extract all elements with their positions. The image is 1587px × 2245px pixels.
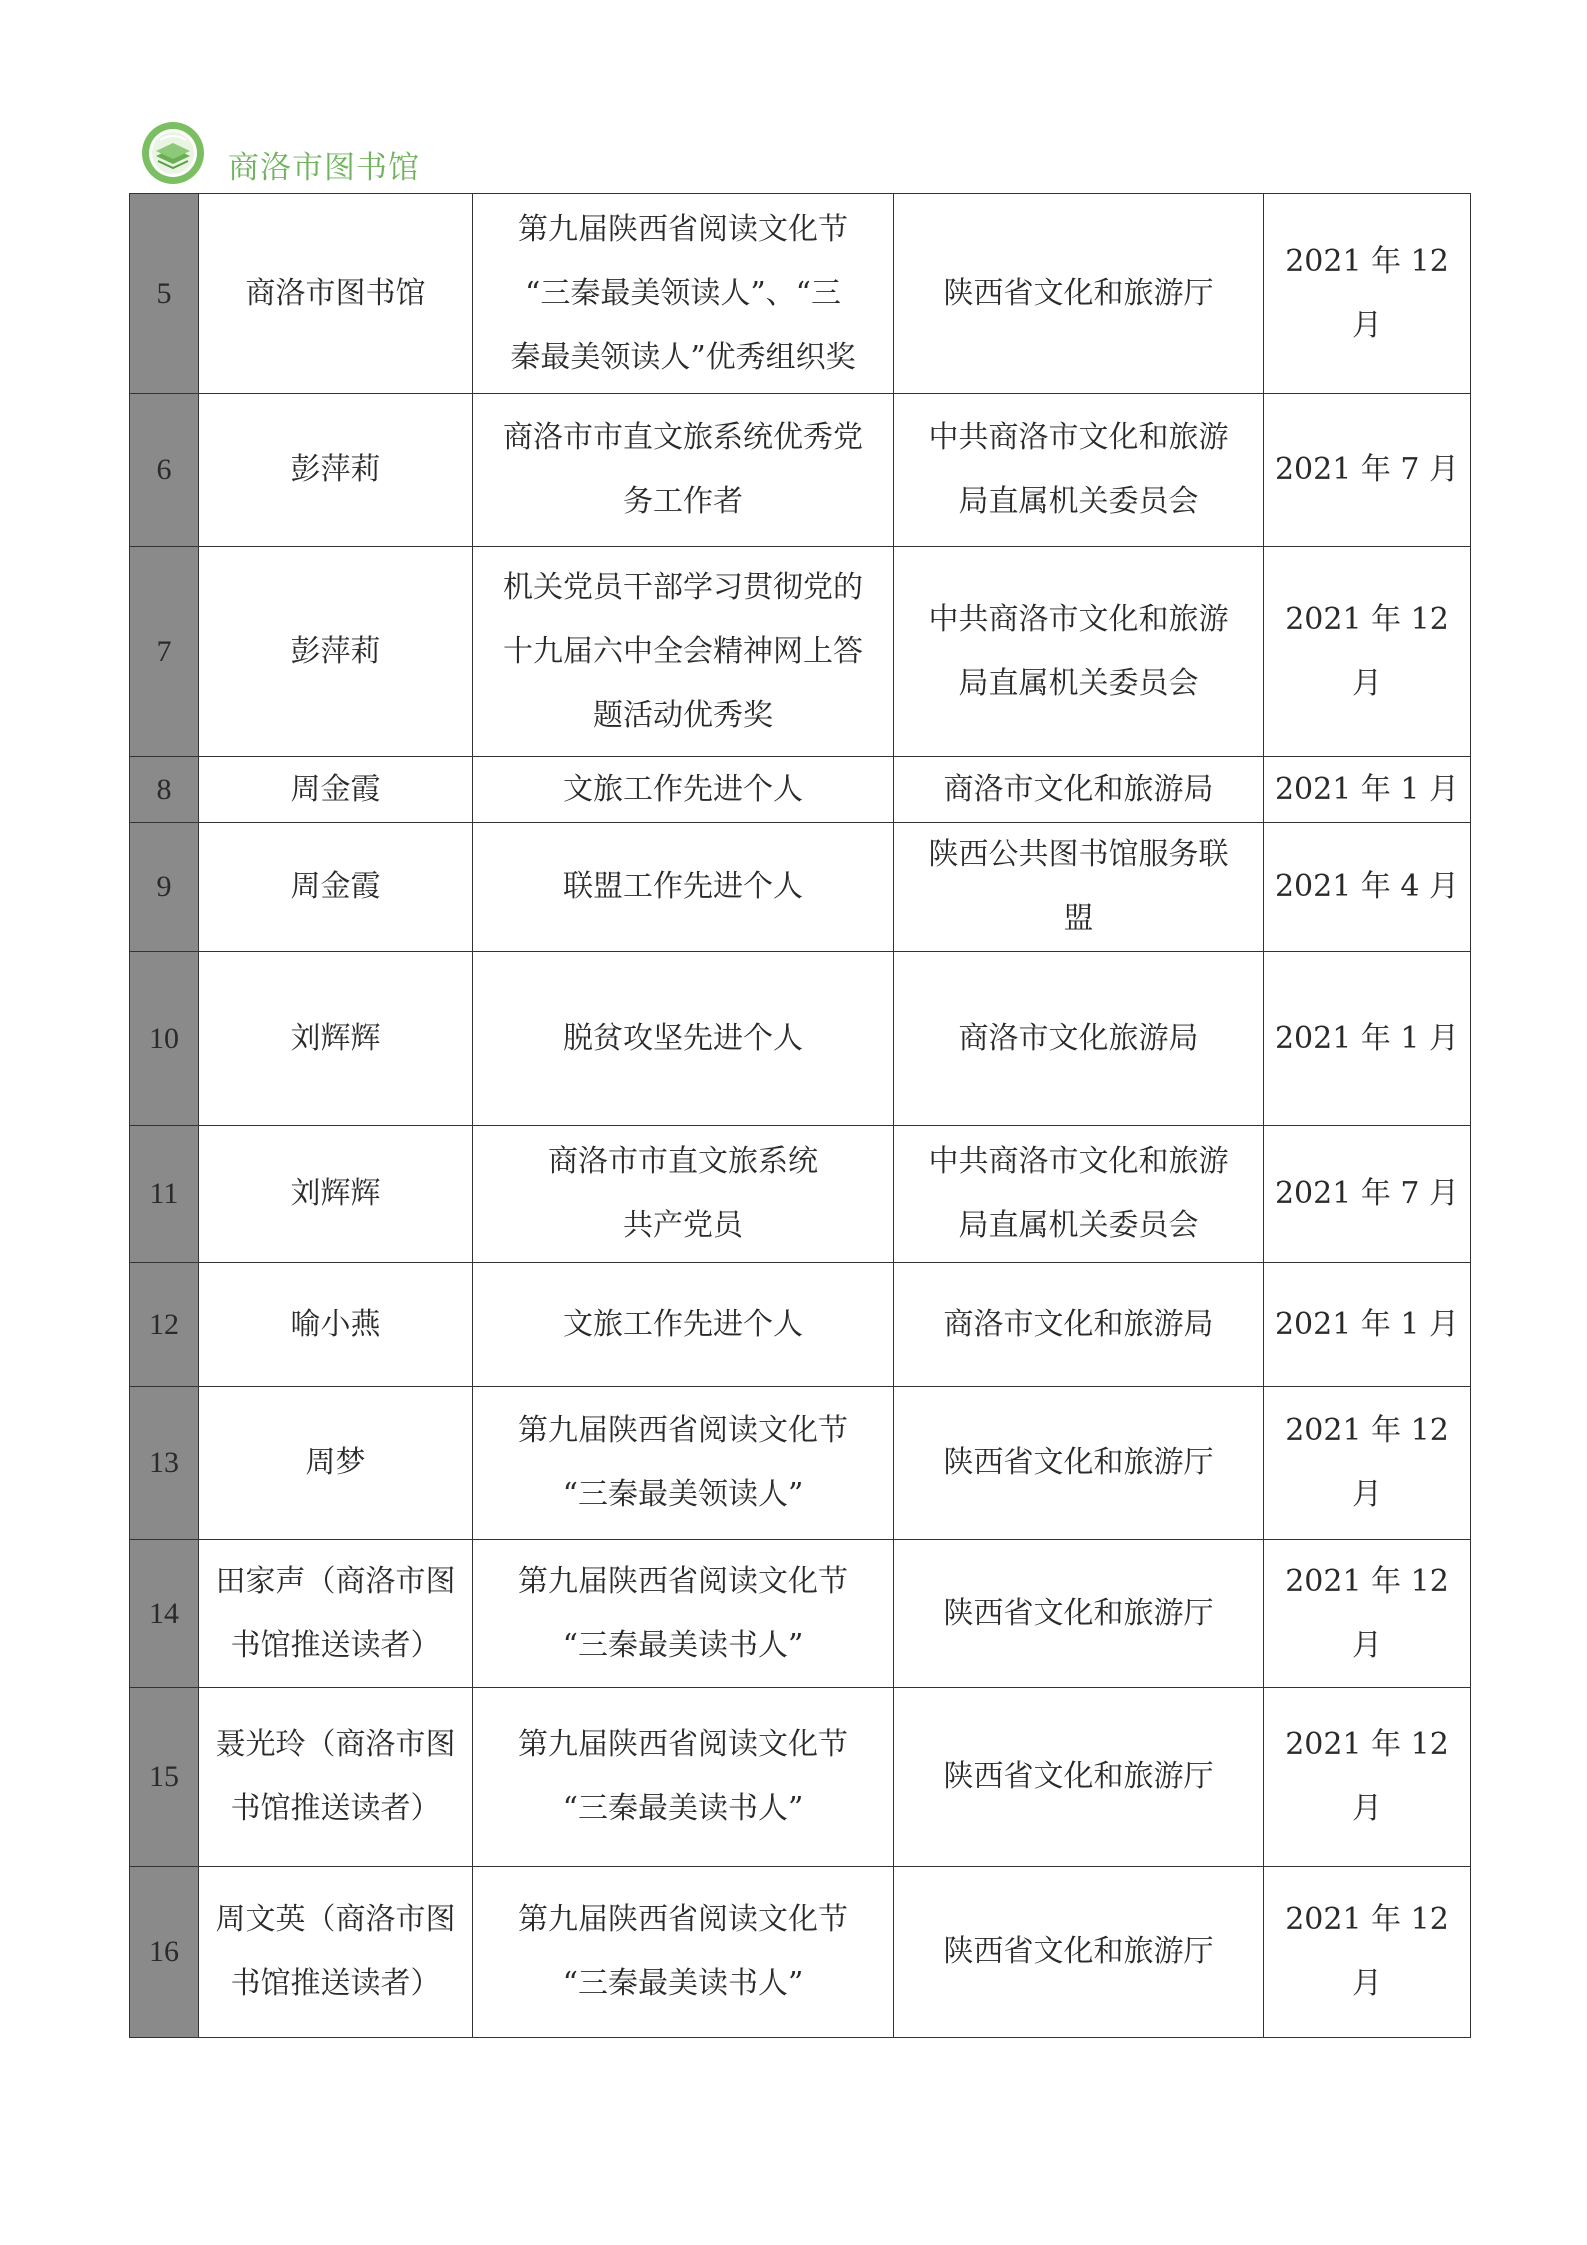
row-number-cell	[130, 823, 199, 952]
award-title: 第九届陕西省阅读文化节 “三秦最美领读人”	[518, 1413, 848, 1512]
row-number-cell	[130, 952, 199, 1126]
recipient-name: 周梦	[305, 1445, 366, 1480]
recipient-name: 彭萍莉	[290, 452, 381, 487]
award-date: 2021 年 12 月	[1285, 1563, 1449, 1663]
award-date-cell	[1264, 1263, 1471, 1387]
recipient-name-cell	[199, 394, 473, 547]
issuing-body-cell	[894, 1263, 1264, 1387]
issuing-body: 商洛市文化和旅游局	[943, 771, 1214, 807]
row-number-cell	[130, 1263, 199, 1387]
recipient-name-cell	[199, 1540, 473, 1688]
issuing-body-cell	[894, 547, 1264, 757]
row-number-cell	[130, 757, 199, 823]
table-row	[130, 394, 1471, 547]
table-row	[130, 757, 1471, 823]
row-number: 8	[156, 772, 172, 806]
award-date-cell	[1264, 394, 1471, 547]
row-number: 9	[156, 870, 172, 903]
award-title-cell	[473, 1688, 894, 1867]
award-date-cell	[1264, 1688, 1471, 1867]
issuing-body-cell	[894, 1126, 1264, 1263]
table-row	[130, 823, 1471, 952]
award-title-cell	[473, 394, 894, 547]
issuing-body: 陕西省文化和旅游厅	[943, 1934, 1214, 1969]
recipient-name: 周金霞	[290, 771, 381, 807]
award-date: 2021 年 12 月	[1285, 243, 1449, 343]
recipient-name-cell	[199, 1387, 473, 1540]
award-title: 第九届陕西省阅读文化节 “三秦最美读书人”	[518, 1563, 848, 1663]
row-number: 11	[149, 1177, 179, 1210]
recipient-name: 田家声（商洛市图 书馆推送读者）	[215, 1563, 456, 1663]
award-title-cell	[473, 757, 894, 823]
recipient-name-cell	[199, 1126, 473, 1263]
row-number-cell	[130, 547, 199, 757]
award-title: 联盟工作先进个人	[563, 869, 803, 904]
award-date-cell	[1264, 547, 1471, 757]
library-logo-icon	[140, 120, 206, 186]
award-title: 文旅工作先进个人	[563, 1306, 803, 1342]
recipient-name-cell	[199, 1263, 473, 1387]
award-title-cell	[473, 1867, 894, 2038]
issuing-body: 中共商洛市文化和旅游 局直属机关委员会	[928, 420, 1229, 519]
issuing-body-cell	[894, 757, 1264, 823]
award-title: 机关党员干部学习贯彻党的 十九届六中全会精神网上答 题活动优秀奖	[503, 569, 863, 733]
awards-table-body	[130, 194, 1471, 2038]
issuing-body: 陕西省文化和旅游厅	[943, 275, 1214, 311]
award-title-cell	[473, 1263, 894, 1387]
table-row	[130, 1263, 1471, 1387]
award-title: 第九届陕西省阅读文化节 “三秦最美领读人”、“三 秦最美领读人”优秀组织奖	[510, 211, 856, 375]
recipient-name-cell	[199, 1688, 473, 1867]
issuing-body-cell	[894, 1540, 1264, 1688]
award-title-cell	[473, 547, 894, 757]
award-date-cell	[1264, 1540, 1471, 1688]
award-title: 脱贫攻坚先进个人	[563, 1020, 803, 1056]
table-row	[130, 1867, 1471, 2038]
row-number-cell	[130, 1867, 199, 2038]
table-row	[130, 1387, 1471, 1540]
award-date-cell	[1264, 823, 1471, 952]
recipient-name: 周金霞	[290, 869, 381, 904]
recipient-name: 刘辉辉	[290, 1020, 381, 1056]
issuing-body: 中共商洛市文化和旅游 局直属机关委员会	[928, 1144, 1229, 1243]
award-title-cell	[473, 1387, 894, 1540]
award-date-cell	[1264, 194, 1471, 394]
recipient-name-cell	[199, 194, 473, 394]
library-name: 商洛市图书馆	[228, 149, 420, 186]
row-number: 7	[156, 634, 172, 668]
table-row	[130, 1540, 1471, 1688]
issuing-body-cell	[894, 394, 1264, 547]
row-number-cell	[130, 1387, 199, 1540]
issuing-body-cell	[894, 1387, 1264, 1540]
row-number-cell	[130, 394, 199, 547]
award-title: 第九届陕西省阅读文化节 “三秦最美读书人”	[518, 1727, 848, 1826]
award-title-cell	[473, 194, 894, 394]
award-date: 2021 年 4 月	[1274, 869, 1460, 904]
award-date-cell	[1264, 1867, 1471, 2038]
recipient-name: 喻小燕	[290, 1306, 381, 1342]
recipient-name: 彭萍莉	[290, 633, 381, 669]
table-row	[130, 1126, 1471, 1263]
issuing-body-cell	[894, 1867, 1264, 2038]
recipient-name: 刘辉辉	[290, 1176, 381, 1211]
award-date: 2021 年 12 月	[1285, 1727, 1449, 1826]
award-date: 2021 年 1 月	[1274, 771, 1460, 807]
award-date-cell	[1264, 757, 1471, 823]
recipient-name: 商洛市图书馆	[245, 275, 426, 311]
issuing-body-cell	[894, 194, 1264, 394]
table-row	[130, 1688, 1471, 1867]
recipient-name-cell	[199, 1867, 473, 2038]
award-date-cell	[1264, 1126, 1471, 1263]
recipient-name-cell	[199, 952, 473, 1126]
issuing-body-cell	[894, 1688, 1264, 1867]
award-title: 商洛市市直文旅系统 共产党员	[548, 1144, 818, 1243]
row-number: 5	[156, 276, 172, 310]
row-number-cell	[130, 1688, 199, 1867]
row-number-cell	[130, 194, 199, 394]
award-title: 第九届陕西省阅读文化节 “三秦最美读书人”	[518, 1902, 848, 2001]
row-number: 12	[149, 1307, 179, 1341]
award-date: 2021 年 12 月	[1285, 1902, 1449, 2001]
issuing-body: 陕西省文化和旅游厅	[943, 1759, 1214, 1794]
award-date: 2021 年 7 月	[1274, 452, 1460, 487]
award-date: 2021 年 7 月	[1274, 1176, 1460, 1211]
row-number: 16	[149, 1935, 179, 1968]
award-title-cell	[473, 952, 894, 1126]
issuing-body: 商洛市文化和旅游局	[943, 1306, 1214, 1342]
award-date: 2021 年 12 月	[1285, 601, 1449, 701]
row-number-cell	[130, 1126, 199, 1263]
recipient-name: 周文英（商洛市图 书馆推送读者）	[215, 1902, 456, 2001]
issuing-body: 陕西省文化和旅游厅	[943, 1445, 1214, 1480]
recipient-name: 聂光玲（商洛市图 书馆推送读者）	[215, 1727, 456, 1826]
award-date: 2021 年 12 月	[1285, 1413, 1449, 1512]
issuing-body: 陕西公共图书馆服务联 盟	[928, 837, 1229, 936]
award-date: 2021 年 1 月	[1274, 1306, 1460, 1342]
issuing-body-cell	[894, 952, 1264, 1126]
award-date-cell	[1264, 1387, 1471, 1540]
table-row	[130, 194, 1471, 394]
row-number: 15	[149, 1760, 179, 1793]
awards-table	[129, 193, 1471, 2038]
issuing-body: 陕西省文化和旅游厅	[943, 1595, 1214, 1631]
row-number-cell	[130, 1540, 199, 1688]
table-row	[130, 952, 1471, 1126]
award-date-cell	[1264, 952, 1471, 1126]
issuing-body: 商洛市文化旅游局	[958, 1020, 1199, 1056]
page-header	[140, 118, 420, 188]
table-row	[130, 547, 1471, 757]
award-title-cell	[473, 1126, 894, 1263]
award-title-cell	[473, 823, 894, 952]
recipient-name-cell	[199, 757, 473, 823]
row-number: 13	[149, 1446, 179, 1479]
recipient-name-cell	[199, 823, 473, 952]
row-number: 10	[149, 1021, 179, 1055]
award-date: 2021 年 1 月	[1274, 1020, 1460, 1056]
issuing-body-cell	[894, 823, 1264, 952]
row-number: 6	[156, 453, 172, 486]
recipient-name-cell	[199, 547, 473, 757]
award-title: 文旅工作先进个人	[563, 771, 803, 807]
award-title: 商洛市市直文旅系统优秀党 务工作者	[503, 420, 863, 519]
issuing-body: 中共商洛市文化和旅游 局直属机关委员会	[928, 601, 1229, 701]
award-title-cell	[473, 1540, 894, 1688]
row-number: 14	[149, 1596, 179, 1630]
